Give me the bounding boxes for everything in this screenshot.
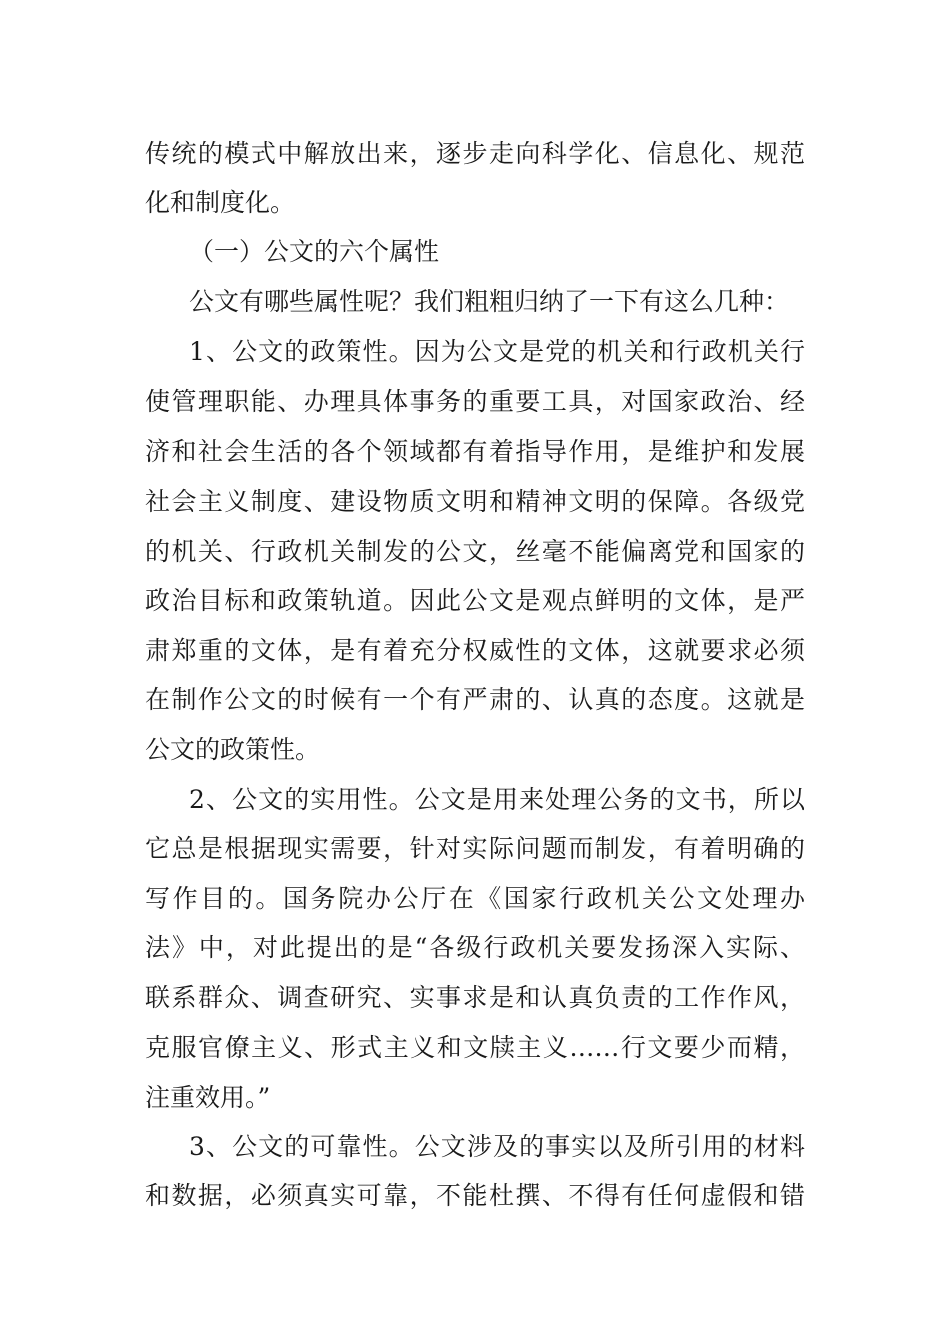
section-heading: （一）公文的六个属性: [189, 237, 440, 266]
item-2-line: 克服官僚主义、形式主义和文牍主义……行文要少而精，: [145, 1033, 805, 1062]
item-1-line: 肃郑重的文体，是有着充分权威性的文体，这就要求必须: [145, 636, 805, 665]
item-3-line: 和数据，必须真实可靠，不能杜撰、不得有任何虚假和错: [145, 1181, 805, 1210]
item-1-line: 1、公文的政策性。因为公文是党的机关和行政机关行: [189, 337, 805, 366]
item-1-line: 使管理职能、办理具体事务的重要工具，对国家政治、经: [145, 387, 805, 416]
item-1-line: 政治目标和政策轨道。因此公文是观点鲜明的文体，是严: [145, 586, 805, 615]
item-2-line: 法》中，对此提出的是“各级行政机关要发扬深入实际、: [145, 933, 805, 962]
item-2-line: 写作目的。国务院办公厅在《国家行政机关公文处理办: [145, 884, 805, 913]
item-1-line: 的机关、行政机关制发的公文，丝毫不能偏离党和国家的: [145, 537, 805, 566]
item-1-line: 济和社会生活的各个领域都有着指导作用，是维护和发展: [145, 437, 805, 466]
item-2-line: 它总是根据现实需要，针对实际问题而制发，有着明确的: [145, 834, 805, 863]
item-2-line: 2、公文的实用性。公文是用来处理公务的文书，所以: [189, 785, 805, 814]
item-2-line: 注重效用。”: [145, 1083, 271, 1112]
paragraph-continuation-line: 化和制度化。: [145, 188, 296, 217]
item-1-line: 社会主义制度、建设物质文明和精神文明的保障。各级党: [145, 487, 805, 516]
item-2-line: 联系群众、调查研究、实事求是和认真负责的工作作风，: [145, 983, 805, 1012]
paragraph-continuation-line: 传统的模式中解放出来，逐步走向科学化、信息化、规范: [145, 139, 805, 168]
item-1-line: 在制作公文的时候有一个有严肃的、认真的态度。这就是: [145, 685, 805, 714]
item-3-line: 3、公文的可靠性。公文涉及的事实以及所引用的材料: [189, 1132, 805, 1161]
item-1-line: 公文的政策性。: [145, 735, 321, 764]
intro-sentence: 公文有哪些属性呢？我们粗粗归纳了一下有这么几种：: [189, 287, 790, 316]
